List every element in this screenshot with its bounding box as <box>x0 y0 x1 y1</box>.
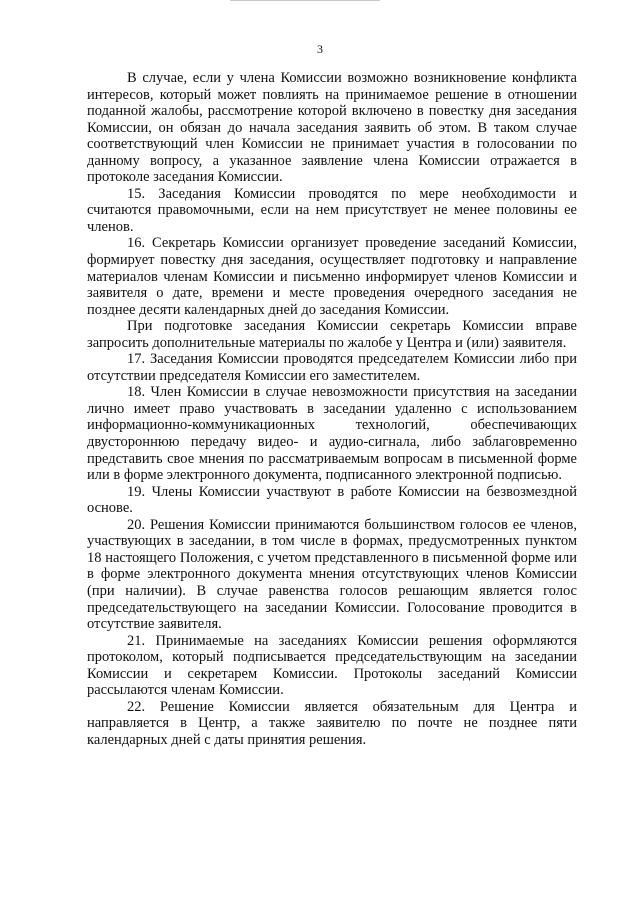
paragraph-18: 18. Член Комиссии в случае невозможности присутствия на заседании лично имеет право участвовать в заседании удаленно с использованием информационно-коммуникационных технологий, обеспечивающих двустороннюю передачу видео- и аудио-сигнала, либо заблаговременно представить свое мнения по рассматриваемым вопросам в письменной форме или в форме электронного документа, подписанного электронной подписью. <box>87 384 577 484</box>
page-number: 3 <box>317 42 323 56</box>
paragraph-16-additional-materials: При подготовке заседания Комиссии секретарь Комиссии вправе запросить дополнительные материалы по жалобе у Центра и (или) заявителя. <box>87 318 577 351</box>
paragraph-17: 17. Заседания Комиссии проводятся председателем Комиссии либо при отсутствии председателя Комиссии его заместителем. <box>87 351 577 384</box>
scan-top-rule <box>230 0 380 3</box>
paragraph-conflict-of-interest: В случае, если у члена Комиссии возможно возникновение конфликта интересов, который может повлиять на принимаемое решение в отношении поданной жалобы, рассмотрение которой включено в повестку дня заседания Комиссии, он обязан до начала заседания заявить об этом. В таком случае соответствующий член Комиссии не принимает участия в голосовании по данному вопросу, а указанное заявление члена Комиссии отражается в протоколе заседания Комиссии. <box>87 70 577 186</box>
paragraph-21: 21. Принимаемые на заседаниях Комиссии решения оформляются протоколом, который подписывается председательствующим на заседании Комиссии и секретарем Комиссии. Протоколы заседаний Комиссии рассылаются членам Комиссии. <box>87 632 577 699</box>
paragraph-16: 16. Секретарь Комиссии организует проведение заседаний Комиссии, формирует повестку дня заседания, осуществляет подготовку и направление материалов членам Комиссии и письменно информирует членов Комиссии и заявителя о дате, времени и месте проведения очередного заседания не позднее десяти календарных дней до заседания Комиссии. <box>87 235 577 318</box>
document-body <box>87 70 577 748</box>
paragraph-22: 22. Решение Комиссии является обязательным для Центра и направляется в Центр, а также заявителю по почте не позднее пяти календарных дней с даты принятия решения. <box>87 698 577 748</box>
paragraph-19: 19. Члены Комиссии участвуют в работе Комиссии на безвозмездной основе. <box>87 483 577 517</box>
paragraph-20: 20. Решения Комиссии принимаются большинством голосов ее членов, участвующих в заседании, в том числе в формах, предусмотренных пунктом 18 настоящего Положения, с учетом представленного в письменной форме или в форме электронного документа мнения отсутствующих членов Комиссии (при наличии). В случае равенства голосов решающим является голос председательствующего на заседании Комиссии. Голосование проводится в отсутствие заявителя. <box>87 516 577 633</box>
paragraph-15: 15. Заседания Комиссии проводятся по мере необходимости и считаются правомочными, если на нем присутствует не менее половины ее членов. <box>87 185 577 235</box>
